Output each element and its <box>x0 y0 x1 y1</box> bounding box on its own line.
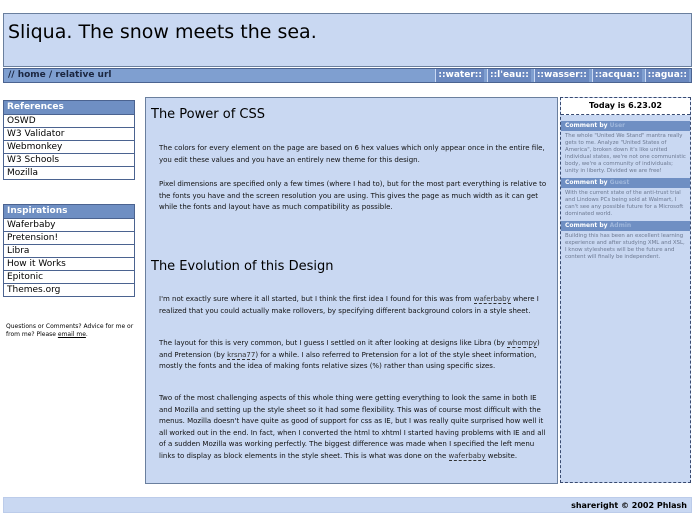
paragraph-text: ) for a while. I also referred to Pretension for a lot of the style sheet information, mostly the fonts and the idea of making fonts relative sizes (%) rather than using specific sizes. <box>159 350 537 370</box>
references-menu <box>3 100 135 180</box>
comment-body: Building this has been an excellent learning experience and after studying XML and XSL, I know stylesheets will be the future and content will finally be independent. <box>561 231 690 264</box>
menu-item-pretension[interactable]: Pretension! <box>4 232 134 245</box>
menu-item-webmonkey[interactable]: Webmonkey <box>4 141 134 154</box>
comment-body: The whole "United We Stand" mantra really gets to me. Analyze "United States of America", broken down it's like united individual states, we're not one communistic body, we're a community of individuals; unity in liberty. Divided we are free! <box>561 131 690 178</box>
menu-item-themes-org[interactable]: Themes.org <box>4 284 134 296</box>
footer-copyright: shareright © 2002 Phlash <box>571 501 687 510</box>
comments-sidebar <box>560 97 691 483</box>
paragraph-text: where I realized that you could actually make rollovers, by specifying different background colors in a style sheet. <box>159 295 539 315</box>
contact-note-text: Questions or Comments? Advice for me or from me? Please <box>6 323 134 338</box>
breadcrumb-separator: / <box>45 70 56 80</box>
nav-bar <box>3 68 692 83</box>
footer <box>3 497 692 513</box>
paragraph-text: ) and Pretension (by <box>159 339 540 359</box>
breadcrumb-prefix: // <box>8 70 18 80</box>
comment-header <box>561 121 690 131</box>
lang-link-wasser[interactable]: ::wasser:: <box>534 69 589 82</box>
comment-body: With the current state of the anti-trust trial and Lindows PCs being sold at Walmart, I can't see any possible future for a Microsoft dominated world. <box>561 188 690 221</box>
contact-note-end: . <box>85 331 88 338</box>
section-title-evolution: The Evolution of this Design <box>151 259 334 274</box>
breadcrumb <box>8 69 111 82</box>
paragraph <box>159 393 547 462</box>
inspirations-menu <box>3 204 135 297</box>
comment-label: Comment by <box>565 122 608 129</box>
main-content <box>145 97 558 484</box>
menu-item-waferbaby[interactable]: Waferbaby <box>4 219 134 232</box>
menu-item-w3-schools[interactable]: W3 Schools <box>4 154 134 167</box>
home-link[interactable]: home <box>17 70 46 80</box>
menu-item-w3-validator[interactable]: W3 Validator <box>4 128 134 141</box>
comment-label: Comment by <box>565 179 608 186</box>
whompy-link[interactable]: whompy <box>507 339 538 347</box>
paragraph: Pixel dimensions are specified only a few times (where I had to), but for the most part everything is relative to the fonts you have and the screen resolution you are using. This gives the page as much width as it can get while the fonts and layout have as much compatibility as possible. <box>159 180 547 211</box>
paragraph <box>159 338 547 373</box>
comment-user-link[interactable]: Guest <box>609 179 630 186</box>
comment-user-link[interactable]: User <box>609 122 626 129</box>
inspirations-heading: Inspirations <box>4 205 134 219</box>
comment-user-link[interactable]: Admin <box>609 222 632 229</box>
paragraph-text: I'm not exactly sure where it all started, but I think the first idea I found for this was from <box>159 295 472 303</box>
comment-header <box>561 178 690 188</box>
waferbaby-link[interactable]: waferbaby <box>473 295 511 303</box>
lang-link-agua[interactable]: ::agua:: <box>645 69 689 82</box>
menu-item-how-it-works[interactable]: How it Works <box>4 258 134 271</box>
contact-note <box>6 323 134 339</box>
relative-url-link[interactable]: relative url <box>55 70 112 80</box>
paragraph-text: website. <box>487 451 518 460</box>
site-title: Sliqua. The snow meets the sea. <box>8 21 317 43</box>
references-heading: References <box>4 101 134 115</box>
section-title-power-of-css: The Power of CSS <box>151 107 265 122</box>
email-me-link[interactable]: email me <box>57 331 86 338</box>
paragraph-text: The layout for this is very common, but I guess I settled on it after looking at designs like Libra (by <box>159 339 505 347</box>
lang-link-acqua[interactable]: ::acqua:: <box>592 69 642 82</box>
krsna77-link[interactable]: krsna77 <box>227 350 256 359</box>
header-banner <box>3 13 692 67</box>
menu-item-epitonic[interactable]: Epitonic <box>4 271 134 284</box>
paragraph <box>159 294 547 317</box>
language-links <box>432 69 689 82</box>
menu-item-mozilla[interactable]: Mozilla <box>4 167 134 179</box>
menu-item-oswd[interactable]: OSWD <box>4 115 134 128</box>
waferbaby-website-link[interactable]: waferbaby <box>448 451 486 460</box>
comment-header <box>561 221 690 231</box>
lang-link-water[interactable]: ::water:: <box>435 69 484 82</box>
menu-item-libra[interactable]: Libra <box>4 245 134 258</box>
date-display: Today is 6.23.02 <box>561 98 690 115</box>
lang-link-leau[interactable]: ::l'eau:: <box>487 69 531 82</box>
paragraph: The colors for every element on the page are based on 6 hex values which only appear once in the entire file, you edit these values and you have an entirely new theme for this design. <box>159 144 545 164</box>
paragraph-text: Two of the most challenging aspects of this whole thing were getting everything to look the same in both IE and Mozilla and setting up the style sheet so it had some flexibility. This was of course most difficult with the menus. Mozilla doesn't have quite as good of support for css as IE, but I was really quite surprised how well it all worked out in the end. In fact, when I converted the html to xhtml I started having problems with IE and all of a sudden Mozilla was working perfectly. The biggest difference was made when I specified the left menu links to display as block elements in the style sheet. This is what was done on the <box>159 394 546 460</box>
comment-label: Comment by <box>565 222 608 229</box>
